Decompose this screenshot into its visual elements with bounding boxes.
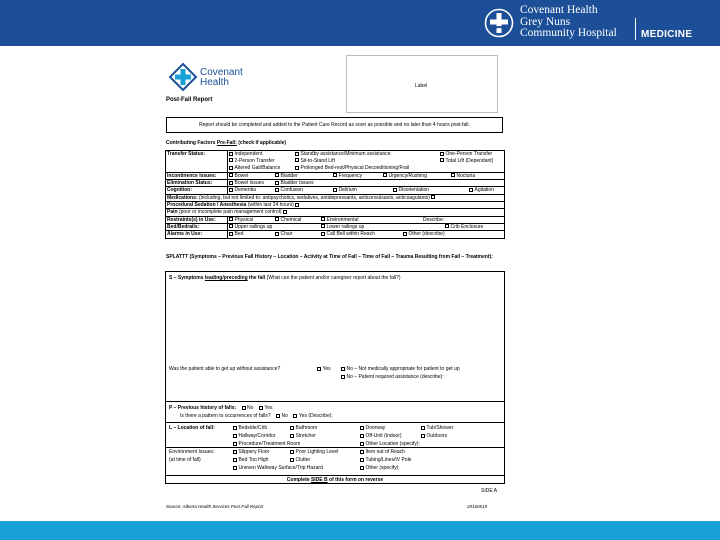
option-label: Standby assistance/Minimum assistance — [300, 151, 391, 157]
checkbox[interactable] — [283, 210, 287, 214]
checkbox[interactable] — [233, 466, 237, 470]
table-row — [166, 165, 505, 172]
checkbox[interactable] — [451, 173, 455, 177]
location-option — [233, 425, 267, 431]
hospital-name — [520, 5, 617, 40]
table-row — [166, 209, 505, 216]
checkbox[interactable] — [360, 434, 364, 438]
medications-label: Medications: — [167, 194, 198, 201]
table-row — [166, 231, 505, 238]
checkbox[interactable] — [360, 458, 364, 462]
checkbox[interactable] — [333, 188, 337, 192]
option-label: Other Location (specify): — [365, 441, 420, 447]
table-row — [166, 194, 505, 201]
environment-option — [233, 449, 269, 455]
option-label: Stretcher — [295, 433, 316, 439]
checkbox[interactable] — [242, 406, 246, 410]
option-label: Call Bell within Reach — [326, 231, 375, 238]
pain-text: (poor or incomplete pain management control) — [178, 209, 282, 216]
option-label: Poor Lighting Level — [295, 449, 339, 455]
table-row — [166, 223, 505, 230]
side-indicator: SIDE A — [481, 488, 498, 494]
checkbox[interactable] — [290, 458, 294, 462]
option-label: Item out of Reach — [365, 449, 405, 455]
option-label: Bed — [234, 231, 244, 238]
checkbox[interactable] — [393, 188, 397, 192]
checkbox[interactable] — [276, 414, 280, 418]
checkbox[interactable] — [229, 188, 233, 192]
checkbox[interactable] — [431, 195, 435, 199]
checkbox[interactable] — [360, 466, 364, 470]
patient-label-box — [346, 55, 498, 113]
option-label: 2-Person Transfer — [234, 157, 275, 164]
form-org-name — [200, 68, 243, 88]
environment-sublabel: (at time of fall) — [169, 457, 201, 463]
contrib-title-part-a: Contributing Factors — [166, 140, 217, 146]
checkbox[interactable] — [295, 152, 299, 156]
checkbox[interactable] — [275, 181, 279, 185]
instructions-notice: Report should be completed and added to the Patient Care Record as soon as possible and no later than 4 hours post-fall. — [166, 117, 503, 133]
option-label: Outdoors — [426, 433, 448, 439]
option-label: Disorientation — [398, 187, 430, 194]
checkbox[interactable] — [360, 426, 364, 430]
restraints-label: Restraints(s) in Use: — [167, 216, 216, 223]
covenant-health-logo-icon — [168, 62, 198, 92]
pain-label: Pain — [167, 209, 178, 216]
elimination-label: Elimination Status: — [167, 180, 213, 187]
checkbox[interactable] — [469, 188, 473, 192]
option-label: Chemical — [280, 216, 302, 223]
contributing-factors-heading — [166, 140, 286, 146]
option-label: Other (specify): — [365, 465, 400, 471]
option-label: Bowel Issues — [234, 180, 264, 187]
checkbox[interactable] — [229, 166, 233, 170]
splattt-box — [165, 271, 505, 484]
previous-falls-row — [169, 405, 273, 411]
option-label: Procedure/Treatment Room — [238, 441, 301, 447]
symptoms-hint: (What can the patient and/or caregiver report about the fall?) — [266, 275, 401, 281]
option-label: Bed Too High — [238, 457, 269, 463]
contributing-factors-table — [165, 150, 505, 239]
checkbox[interactable] — [275, 173, 279, 177]
environment-option — [233, 465, 323, 471]
table-row — [166, 158, 505, 165]
checkbox[interactable] — [440, 158, 444, 162]
checkbox[interactable] — [229, 232, 233, 236]
symptoms-label-c: the fall — [247, 275, 266, 281]
checkbox[interactable] — [295, 203, 299, 207]
option-label: Bladder Issues — [280, 180, 314, 187]
divider — [166, 447, 504, 448]
checkbox[interactable] — [275, 188, 279, 192]
option-label: Prolonged Bed-rest/Physical Deconditioning/Frail — [300, 165, 410, 172]
option-label: Nocturia — [456, 172, 476, 179]
incontinence-label: Incontinence Issues: — [167, 172, 217, 179]
form-org-line-1: Covenant — [200, 67, 243, 78]
complete-part-a: Complete — [286, 477, 311, 483]
option-label: Altered Gait/Balance — [234, 165, 281, 172]
pattern-row — [180, 413, 333, 419]
option-label: Bathroom — [295, 425, 318, 431]
option-label: Off-Unit (Indoor) — [365, 433, 402, 439]
location-option — [290, 433, 316, 439]
table-row — [166, 172, 505, 179]
medications-text: (including, but not limited to: antipsychotics, sedatives, antidepressants, anticonvulsants, anticoagulants) — [198, 194, 430, 201]
option-label: Other (describe) — [408, 231, 445, 238]
checkbox[interactable] — [440, 152, 444, 156]
symptoms-label-b: leading/preceding — [204, 275, 248, 281]
checkbox[interactable] — [233, 426, 237, 430]
checkbox[interactable] — [290, 426, 294, 430]
table-row — [166, 187, 505, 194]
getup-no-option-2 — [341, 374, 444, 380]
getup-no-option-1 — [341, 366, 460, 372]
complete-part-b: SIDE B — [310, 477, 328, 483]
checkbox[interactable] — [421, 426, 425, 430]
option-label: Physical — [234, 216, 254, 223]
location-label — [169, 425, 215, 431]
checkbox[interactable] — [341, 375, 345, 379]
option-label: No — [281, 413, 288, 419]
label-box-text: Label — [415, 83, 428, 89]
sedation-text: (within last 24 hours) — [247, 202, 294, 209]
option-label: Sit-to-Stand Lift — [300, 157, 335, 164]
checkbox[interactable] — [317, 367, 321, 371]
checkbox[interactable] — [321, 232, 325, 236]
table-row — [166, 216, 505, 223]
contrib-title-part-b: Pre-Fall: — [216, 140, 237, 146]
symptoms-prompt — [169, 275, 401, 281]
option-label: Clutter — [295, 457, 311, 463]
option-label: Hallway/Corridor — [238, 433, 276, 439]
divider — [166, 401, 504, 402]
option-label: Yes (Describe): — [298, 413, 333, 419]
option-label: Frequency — [338, 172, 363, 179]
option-label: Bowel — [234, 172, 249, 179]
option-label: Urgency/Rushing — [388, 172, 427, 179]
environment-option — [233, 457, 268, 463]
checkbox[interactable] — [360, 450, 364, 454]
option-label: Uneven Walkway Surface/Trip Hazard — [238, 465, 323, 471]
table-row — [166, 202, 505, 209]
org-line-1: Covenant Health — [520, 4, 598, 16]
option-label: Lower railings up — [326, 223, 365, 230]
option-label: Bedside/Crib — [238, 425, 268, 431]
describe-label: Describe: — [423, 216, 445, 223]
getup-question: Was the patient able to get up without assistance? — [169, 366, 281, 372]
divider — [166, 422, 504, 423]
transfer-status-label: Transfer Status: — [167, 151, 206, 157]
option-label: Independent — [234, 151, 263, 157]
checkbox[interactable] — [360, 442, 364, 446]
splattt-heading: SPLATTT (Symptoms – Previous Fall History – Location – Activity at Time of Fall – Time of Fall – Trauma Resulting from Fall – Treatment): — [166, 254, 493, 260]
source-note: Source: Alberta Health Services Post-Fall Report — [166, 504, 264, 509]
option-label: Chair — [280, 231, 293, 238]
checkbox[interactable] — [229, 158, 233, 162]
location-option — [421, 433, 447, 439]
option-label: Delirium — [338, 187, 357, 194]
option-label: Confusion — [280, 187, 304, 194]
checkbox[interactable] — [259, 406, 263, 410]
environment-option — [360, 465, 400, 471]
location-option — [421, 425, 453, 431]
alarms-label: Alarms in Use: — [167, 231, 203, 238]
checkbox[interactable] — [445, 224, 449, 228]
option-label: Dementia — [234, 187, 256, 194]
header-banner — [0, 0, 720, 46]
option-label: Upper railings up — [234, 223, 273, 230]
location-option — [290, 425, 317, 431]
checkbox[interactable] — [321, 217, 325, 221]
location-label-text: L – Location of fall: — [169, 425, 215, 431]
option-label: Bladder — [280, 172, 298, 179]
cognition-label: Cognition: — [167, 187, 192, 194]
option-label: No – Not medically appropriate for patient to get up — [346, 366, 460, 372]
sedation-label: Procedural Sedation / Anesthesia — [167, 202, 247, 209]
location-option — [360, 425, 385, 431]
form-version-date: 20160519 — [467, 504, 488, 509]
environment-option — [290, 457, 310, 463]
option-label: One-Person Transfer — [445, 151, 493, 157]
complete-side-b-notice — [165, 475, 505, 484]
option-label: No — [247, 405, 254, 411]
checkbox[interactable] — [403, 232, 407, 236]
environment-option — [360, 449, 405, 455]
checkbox[interactable] — [321, 224, 325, 228]
checkbox[interactable] — [295, 166, 299, 170]
checkbox[interactable] — [229, 173, 233, 177]
previous-falls-label: P – Previous history of falls: — [169, 405, 237, 411]
symptoms-label-a: S – Symptoms — [169, 275, 205, 281]
checkbox[interactable] — [233, 434, 237, 438]
form-title: Post-Fall Report — [166, 97, 213, 103]
checkbox[interactable] — [383, 173, 387, 177]
footer-bar — [0, 521, 720, 540]
pattern-question: Is there a pattern to occurrences of falls? — [180, 413, 271, 419]
option-label: Tub/Shower — [426, 425, 454, 431]
covenant-cross-logo-icon — [484, 8, 514, 38]
checkbox[interactable] — [229, 152, 233, 156]
org-line-3: Community Hospital — [520, 27, 617, 39]
option-label: Tubing/Lines/IV Pole — [365, 457, 412, 463]
option-label: Environmental — [326, 216, 359, 223]
table-row — [166, 151, 505, 158]
checkbox[interactable] — [293, 414, 297, 418]
contrib-title-part-c: (check if applicable) — [236, 140, 287, 146]
checkbox[interactable] — [290, 450, 294, 454]
org-line-2: Grey Nuns — [520, 15, 571, 28]
checkbox[interactable] — [233, 450, 237, 454]
table-row — [166, 180, 505, 187]
option-label: Yes — [264, 405, 273, 411]
checkbox[interactable] — [233, 458, 237, 462]
checkbox[interactable] — [229, 181, 233, 185]
checkbox[interactable] — [275, 232, 279, 236]
checkbox[interactable] — [229, 224, 233, 228]
option-label: Crib Enclosure — [450, 223, 484, 230]
option-label: Agitation — [474, 187, 494, 194]
department-name: MEDICINE — [641, 29, 693, 40]
environment-option — [360, 457, 411, 463]
option-label: No – Patient required assistance (describe): — [346, 374, 444, 380]
bedrails-label: Bed/Bedrails: — [167, 223, 200, 230]
location-option — [233, 433, 275, 439]
checkbox[interactable] — [229, 217, 233, 221]
banner-divider — [635, 18, 636, 40]
form-org-line-2: Health — [200, 77, 229, 88]
option-label: Slippery Floor — [238, 449, 270, 455]
checkbox[interactable] — [421, 434, 425, 438]
environment-option — [290, 449, 338, 455]
checkbox[interactable] — [275, 217, 279, 221]
location-option — [360, 433, 402, 439]
option-label: Total Lift (Dependant) — [445, 157, 494, 164]
option-label: Doorway — [365, 425, 386, 431]
checkbox[interactable] — [290, 434, 294, 438]
environment-label: Environment Issues: — [169, 449, 215, 455]
option-label: Yes — [322, 366, 331, 372]
checkbox[interactable] — [341, 367, 345, 371]
checkbox[interactable] — [333, 173, 337, 177]
checkbox[interactable] — [233, 442, 237, 446]
checkbox[interactable] — [295, 158, 299, 162]
getup-yes-option — [317, 366, 331, 372]
complete-part-c: of this form on reverse — [327, 477, 384, 483]
